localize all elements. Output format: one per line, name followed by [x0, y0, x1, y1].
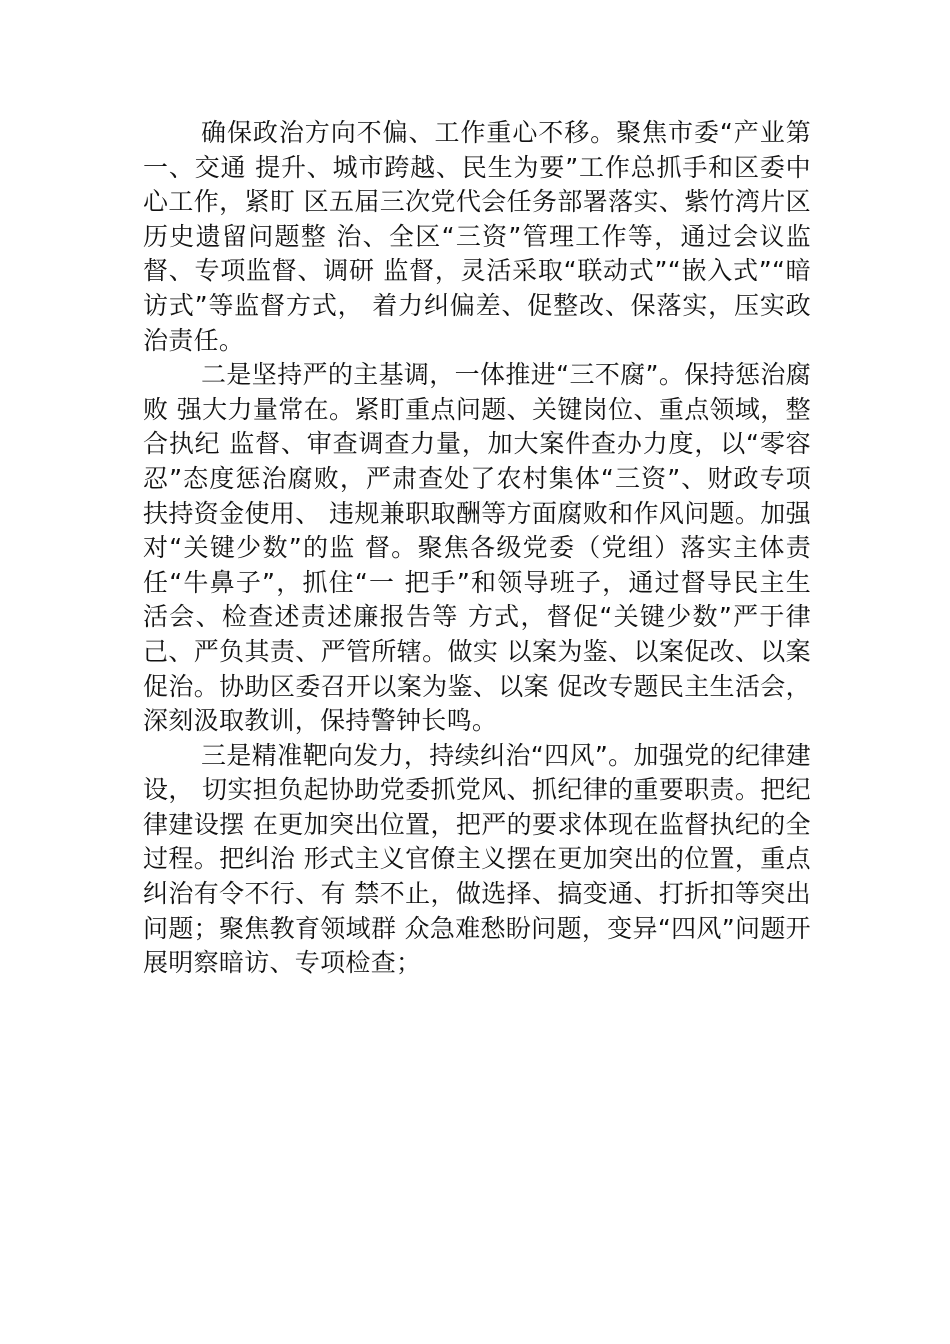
paragraph-2: 二是坚持严的主基调，一体推进“三不腐”。保持惩治腐败 强大力量常在。紧盯重点问题、关键岗位、重点领域，整合执纪 监督、审查调查力量，加大案件查办力度，以“零容忍”态度惩治腐败，严肃查处了农村集体“三资”、财政专项扶持资金使用、 违规兼职取酬等方面腐败和作风问题。加强对“关键少数”的监 督。聚焦各级党委（党组）落实主体责任“牛鼻子”，抓住“一 把手”和领导班子，通过督导民主生活会、检查述责述廉报告等 方式，督促“关键少数”严于律己、严负其责、严管所辖。做实 以案为鉴、以案促改、以案促治。协助区委召开以案为鉴、以案 促改专题民主生活会，深刻汲取教训，保持警钟长鸣。	[143, 360, 811, 736]
paragraph-1: 确保政治方向不偏、工作重心不移。聚焦市委“产业第一、交通 提升、城市跨越、民生为要”工作总抓手和区委中心工作，紧盯 区五届三次党代会任务部署落实、紫竹湾片区历史遗留问题整 治、全区“三资”管理工作等，通过会议监督、专项监督、调研 监督，灵活采取“联动式”“嵌入式”“暗访式”等监督方式， 着力纠偏差、促整改、保落实，压实政治责任。	[143, 118, 811, 355]
paragraph-3: 三是精准靶向发力，持续纠治“四风”。加强党的纪律建设， 切实担负起协助党委抓党风、抓纪律的重要职责。把纪律建设摆 在更加突出位置，把严的要求体现在监督执纪的全过程。把纠治 形式主义官僚主义摆在更加突出的位置，重点纠治有令不行、有 禁不止，做选择、搞变通、打折扣等突出问题；聚焦教育领域群 众急难愁盼问题，变异“四风”问题开展明察暗访、专项检查；	[143, 740, 811, 978]
document-body	[143, 116, 811, 981]
